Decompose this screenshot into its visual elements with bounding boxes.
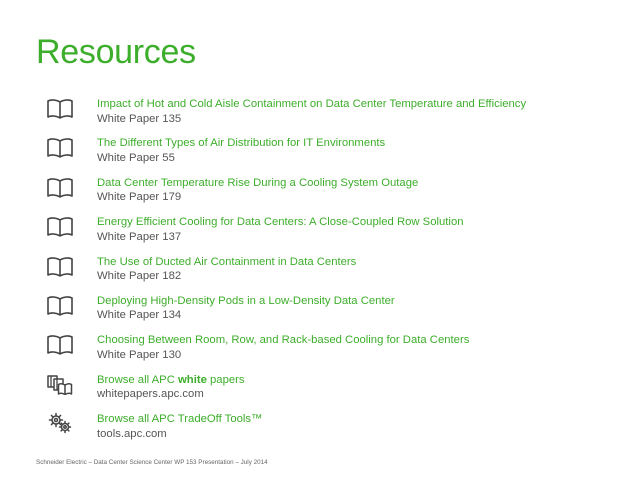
resource-title[interactable]: Choosing Between Room, Row, and Rack-based Cooling for Data Centers xyxy=(97,334,470,347)
browse-tools-url[interactable]: tools.apc.com xyxy=(97,427,167,440)
book-icon xyxy=(46,333,74,355)
book-icon xyxy=(46,215,74,237)
book-icon xyxy=(46,176,74,198)
slide-footer: Schneider Electric – Data Center Science Center WP 153 Presentation – July 2014 xyxy=(36,459,268,466)
resource-subtitle: White Paper 179 xyxy=(97,191,182,204)
resource-title[interactable]: Energy Efficient Cooling for Data Centers: A Close-Coupled Row Solution xyxy=(97,216,464,229)
browse-papers-prefix: Browse all APC xyxy=(97,373,178,386)
browse-tools-label[interactable]: Browse all APC TradeOff Tools™ xyxy=(97,413,263,426)
resource-list xyxy=(0,97,638,452)
resource-title[interactable]: Impact of Hot and Cold Aisle Containment on Data Center Temperature and Efficiency xyxy=(97,98,527,110)
browse-papers-label[interactable] xyxy=(97,373,245,388)
resource-item[interactable] xyxy=(0,215,638,254)
browse-papers-bold: white xyxy=(178,373,207,386)
book-icon xyxy=(46,136,74,158)
browse-tradeoff-tools[interactable] xyxy=(0,412,638,451)
book-icon xyxy=(46,255,74,277)
resource-subtitle: White Paper 182 xyxy=(97,270,182,283)
resource-title[interactable]: Deploying High-Density Pods in a Low-Density Data Center xyxy=(97,294,395,307)
resource-item[interactable] xyxy=(0,176,638,215)
browse-papers-url[interactable]: whitepapers.apc.com xyxy=(97,388,204,401)
stacked-books-icon xyxy=(46,373,74,395)
resource-item[interactable] xyxy=(0,255,638,294)
slide-title: Resources xyxy=(36,33,196,71)
resource-subtitle: White Paper 130 xyxy=(97,348,182,361)
resource-item[interactable] xyxy=(0,333,638,372)
resource-item[interactable] xyxy=(0,136,638,175)
book-icon xyxy=(46,97,74,119)
gears-icon xyxy=(46,412,74,434)
resource-item[interactable] xyxy=(0,97,638,136)
resource-title[interactable]: The Use of Ducted Air Containment in Data Centers xyxy=(97,255,357,268)
resource-item[interactable] xyxy=(0,294,638,333)
book-icon xyxy=(46,294,74,316)
browse-white-papers[interactable] xyxy=(0,373,638,412)
resource-subtitle: White Paper 135 xyxy=(97,112,182,125)
resource-subtitle: White Paper 137 xyxy=(97,230,182,243)
resource-title[interactable]: The Different Types of Air Distribution for IT Environments xyxy=(97,137,386,150)
browse-papers-suffix: papers xyxy=(206,373,245,386)
resource-subtitle: White Paper 55 xyxy=(97,151,175,164)
resource-title[interactable]: Data Center Temperature Rise During a Cooling System Outage xyxy=(97,176,419,189)
resource-subtitle: White Paper 134 xyxy=(97,309,182,322)
